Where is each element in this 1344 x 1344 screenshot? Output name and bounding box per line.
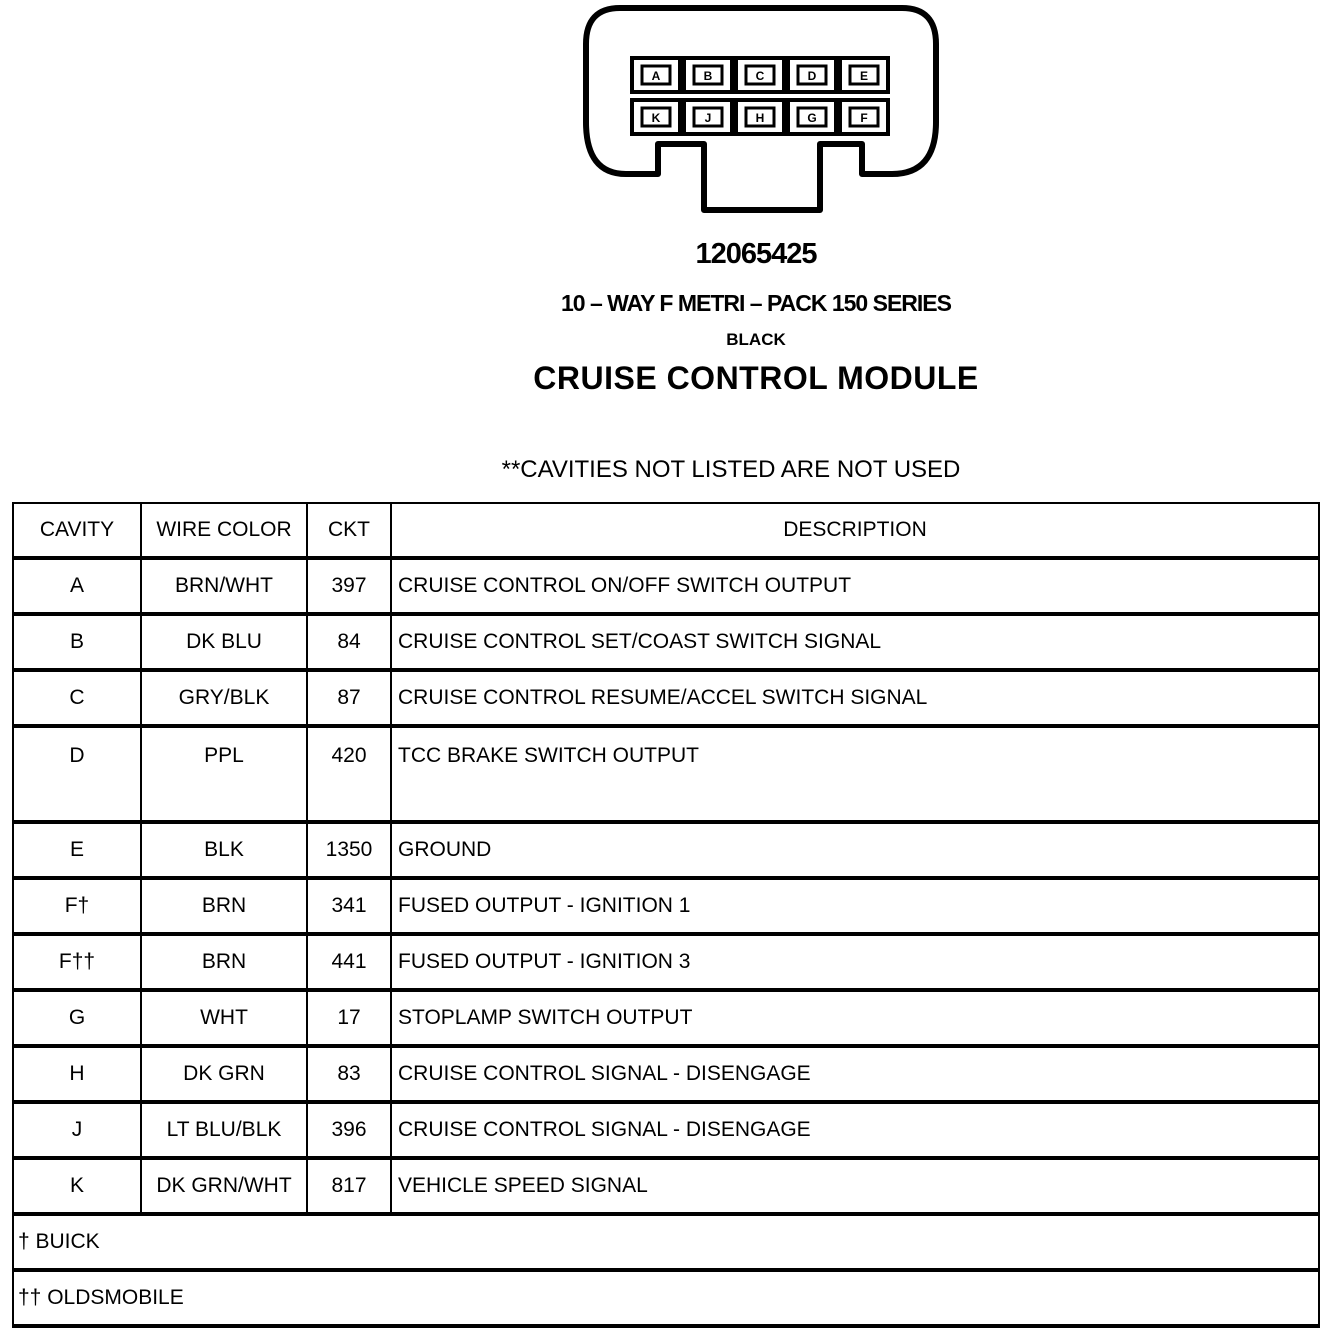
cavity-cell: C: [13, 670, 141, 726]
wire-color-cell: BRN: [141, 878, 307, 934]
header-wire-color: WIRE COLOR: [141, 503, 307, 558]
wire-color-cell: DK GRN: [141, 1046, 307, 1102]
connector-pin: [788, 58, 836, 92]
connector-pin: [684, 58, 732, 92]
table-row: [13, 878, 1319, 934]
table-header-row: [13, 503, 1319, 558]
connector-pin-label: B: [703, 69, 713, 83]
table-row: [13, 990, 1319, 1046]
cavity-cell: F††: [13, 934, 141, 990]
ckt-cell: 420: [307, 726, 391, 822]
description-cell: CRUISE CONTROL SET/COAST SWITCH SIGNAL: [391, 614, 1319, 670]
connector-pin-label: A: [651, 69, 661, 83]
connector-pin: [632, 58, 680, 92]
description-cell: FUSED OUTPUT - IGNITION 1: [391, 878, 1319, 934]
wire-color-cell: BRN: [141, 934, 307, 990]
footnote-oldsmobile: †† OLDSMOBILE: [13, 1270, 1319, 1326]
description-cell: GROUND: [391, 822, 1319, 878]
wire-color-cell: LT BLU/BLK: [141, 1102, 307, 1158]
connector-pin: [632, 100, 680, 134]
cavity-cell: A: [13, 558, 141, 614]
wire-color-cell: BRN/WHT: [141, 558, 307, 614]
header-ckt: CKT: [307, 503, 391, 558]
header-description: DESCRIPTION: [391, 503, 1319, 558]
table-row: [13, 1102, 1319, 1158]
wire-color-cell: WHT: [141, 990, 307, 1046]
footnote-buick: † BUICK: [13, 1214, 1319, 1270]
table-row: [13, 1158, 1319, 1214]
cavity-cell: F†: [13, 878, 141, 934]
description-cell: TCC BRAKE SWITCH OUTPUT: [391, 726, 1319, 822]
cavity-cell: D: [13, 726, 141, 822]
ckt-cell: 83: [307, 1046, 391, 1102]
connector-pin-label: E: [859, 69, 869, 83]
connector-pin: [736, 58, 784, 92]
connector-pin-label: K: [651, 111, 661, 125]
description-cell: CRUISE CONTROL ON/OFF SWITCH OUTPUT: [391, 558, 1319, 614]
footnote-row: [13, 1214, 1319, 1270]
cavity-cell: E: [13, 822, 141, 878]
connector-pin: [788, 100, 836, 134]
ckt-cell: 817: [307, 1158, 391, 1214]
module-name: CRUISE CONTROL MODULE: [533, 360, 979, 396]
connector-pin-label: J: [704, 111, 712, 125]
cavity-cell: J: [13, 1102, 141, 1158]
cavities-note: **CAVITIES NOT LISTED ARE NOT USED: [501, 456, 961, 483]
connector-pin-label: D: [807, 69, 817, 83]
table-row: [13, 670, 1319, 726]
description-cell: CRUISE CONTROL SIGNAL - DISENGAGE: [391, 1102, 1319, 1158]
connector-pin: [840, 100, 888, 134]
ckt-cell: 17: [307, 990, 391, 1046]
cavity-cell: B: [13, 614, 141, 670]
connector-type: 10 – WAY F METRI – PACK 150 SERIES: [561, 290, 951, 316]
connector-pin-label: G: [807, 111, 817, 125]
description-cell: STOPLAMP SWITCH OUTPUT: [391, 990, 1319, 1046]
connector-pin: [736, 100, 784, 134]
wire-color-cell: DK GRN/WHT: [141, 1158, 307, 1214]
description-cell: FUSED OUTPUT - IGNITION 3: [391, 934, 1319, 990]
connector-color: BLACK: [726, 330, 786, 349]
connector-pin: [684, 100, 732, 134]
pinout-table: [12, 502, 1320, 1328]
ckt-cell: 397: [307, 558, 391, 614]
ckt-cell: 87: [307, 670, 391, 726]
description-cell: CRUISE CONTROL RESUME/ACCEL SWITCH SIGNAL: [391, 670, 1319, 726]
table-row: [13, 822, 1319, 878]
description-cell: VEHICLE SPEED SIGNAL: [391, 1158, 1319, 1214]
cavity-cell: H: [13, 1046, 141, 1102]
part-number: 12065425: [695, 238, 817, 270]
table-row: [13, 558, 1319, 614]
wire-color-cell: PPL: [141, 726, 307, 822]
table-row: [13, 726, 1319, 822]
cavity-cell: K: [13, 1158, 141, 1214]
footnote-row: [13, 1270, 1319, 1326]
connector-pin-label: H: [755, 111, 765, 125]
connector-pin-label: C: [755, 69, 765, 83]
wire-color-cell: GRY/BLK: [141, 670, 307, 726]
ckt-cell: 84: [307, 614, 391, 670]
table-row: [13, 934, 1319, 990]
ckt-cell: 441: [307, 934, 391, 990]
table-row: [13, 614, 1319, 670]
ckt-cell: 396: [307, 1102, 391, 1158]
connector-pin: [840, 58, 888, 92]
cavity-cell: G: [13, 990, 141, 1046]
connector-diagram: [580, 4, 944, 216]
description-cell: CRUISE CONTROL SIGNAL - DISENGAGE: [391, 1046, 1319, 1102]
ckt-cell: 1350: [307, 822, 391, 878]
wire-color-cell: DK BLU: [141, 614, 307, 670]
wire-color-cell: BLK: [141, 822, 307, 878]
table-row: [13, 1046, 1319, 1102]
connector-pin-label: F: [860, 111, 868, 125]
ckt-cell: 341: [307, 878, 391, 934]
header-cavity: CAVITY: [13, 503, 141, 558]
